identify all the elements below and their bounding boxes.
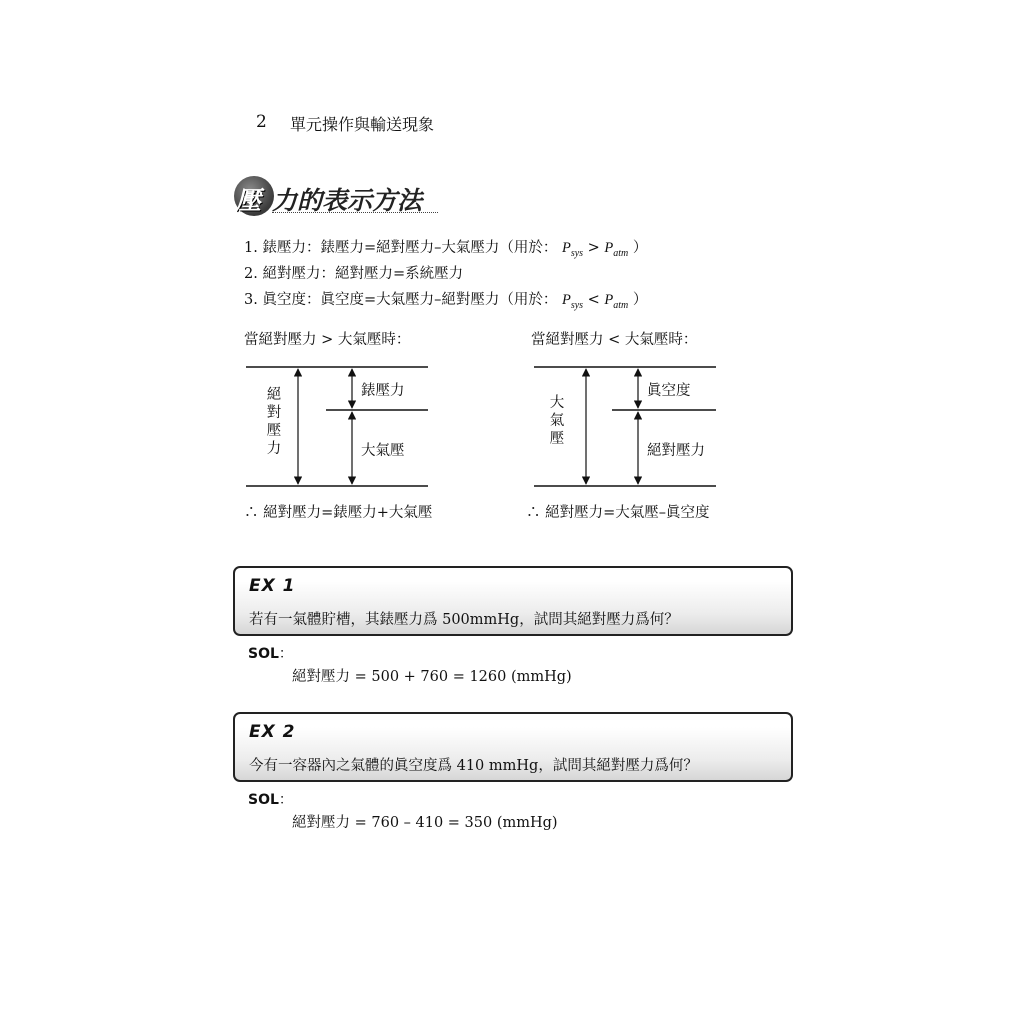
right-absolute-label: 絕對壓力	[647, 439, 705, 460]
page-number: 2	[256, 112, 267, 132]
example-1-question: 若有一氣體貯槽，其錶壓力爲 500mmHg，試問其絕對壓力爲何？	[249, 612, 679, 628]
definition-3-close: ）	[632, 292, 648, 308]
definition-3-op: <	[587, 292, 600, 308]
example-1-answer: 絕對壓力 = 500 + 760 = 1260 (mmHg)	[292, 669, 572, 685]
left-gauge-label: 錶壓力	[361, 379, 405, 400]
definition-1-op: >	[587, 240, 600, 256]
left-atm-label: 大氣壓	[361, 439, 405, 460]
left-condition: 當絕對壓力 > 大氣壓時：	[244, 332, 411, 348]
definition-2-text: 2. 絕對壓力：絕對壓力=系統壓力	[244, 266, 464, 282]
sol-colon: ：	[278, 792, 293, 808]
example-1-title: EX 1	[249, 576, 296, 596]
example-1-box	[233, 566, 793, 636]
p-atm-symbol: $P_{atm}$	[604, 240, 629, 259]
right-vertical-label: 大 氣 壓	[549, 395, 565, 447]
p-sys-symbol: $P_{sys}$	[561, 240, 584, 259]
example-2-sol	[248, 789, 293, 809]
book-title: 單元操作與輸送現象	[290, 115, 435, 134]
sol-colon: ：	[278, 646, 293, 662]
example-1-sol	[248, 643, 293, 663]
example-2-title: EX 2	[249, 722, 296, 742]
sol-label: SOL	[248, 792, 279, 808]
right-condition: 當絕對壓力 < 大氣壓時：	[531, 332, 698, 348]
right-conclusion: ∴ 絕對壓力=大氣壓–眞空度	[526, 505, 710, 521]
p-atm-symbol: $P_{atm}$	[604, 292, 629, 311]
example-2-answer: 絕對壓力 = 760 – 410 = 350 (mmHg)	[292, 815, 558, 831]
example-2-question: 今有一容器內之氣體的眞空度爲 410 mmHg，試問其絕對壓力爲何？	[249, 758, 698, 774]
sol-label: SOL	[248, 646, 279, 662]
definition-3-text: 3. 眞空度：眞空度=大氣壓力–絕對壓力（用於：	[244, 292, 558, 308]
left-conclusion: ∴ 絕對壓力=錶壓力+大氣壓	[244, 505, 433, 521]
definition-1-close: ）	[632, 240, 648, 256]
section-badge-char: 壓	[236, 186, 262, 215]
definition-1-text: 1. 錶壓力：錶壓力=絕對壓力–大氣壓力（用於：	[244, 240, 558, 256]
section-title: 力的表示方法	[272, 186, 423, 215]
example-2-box	[233, 712, 793, 782]
left-vertical-label: 絕 對 壓 力	[266, 387, 282, 457]
right-vacuum-label: 眞空度	[647, 379, 691, 400]
p-sys-symbol: $P_{sys}$	[561, 292, 584, 311]
